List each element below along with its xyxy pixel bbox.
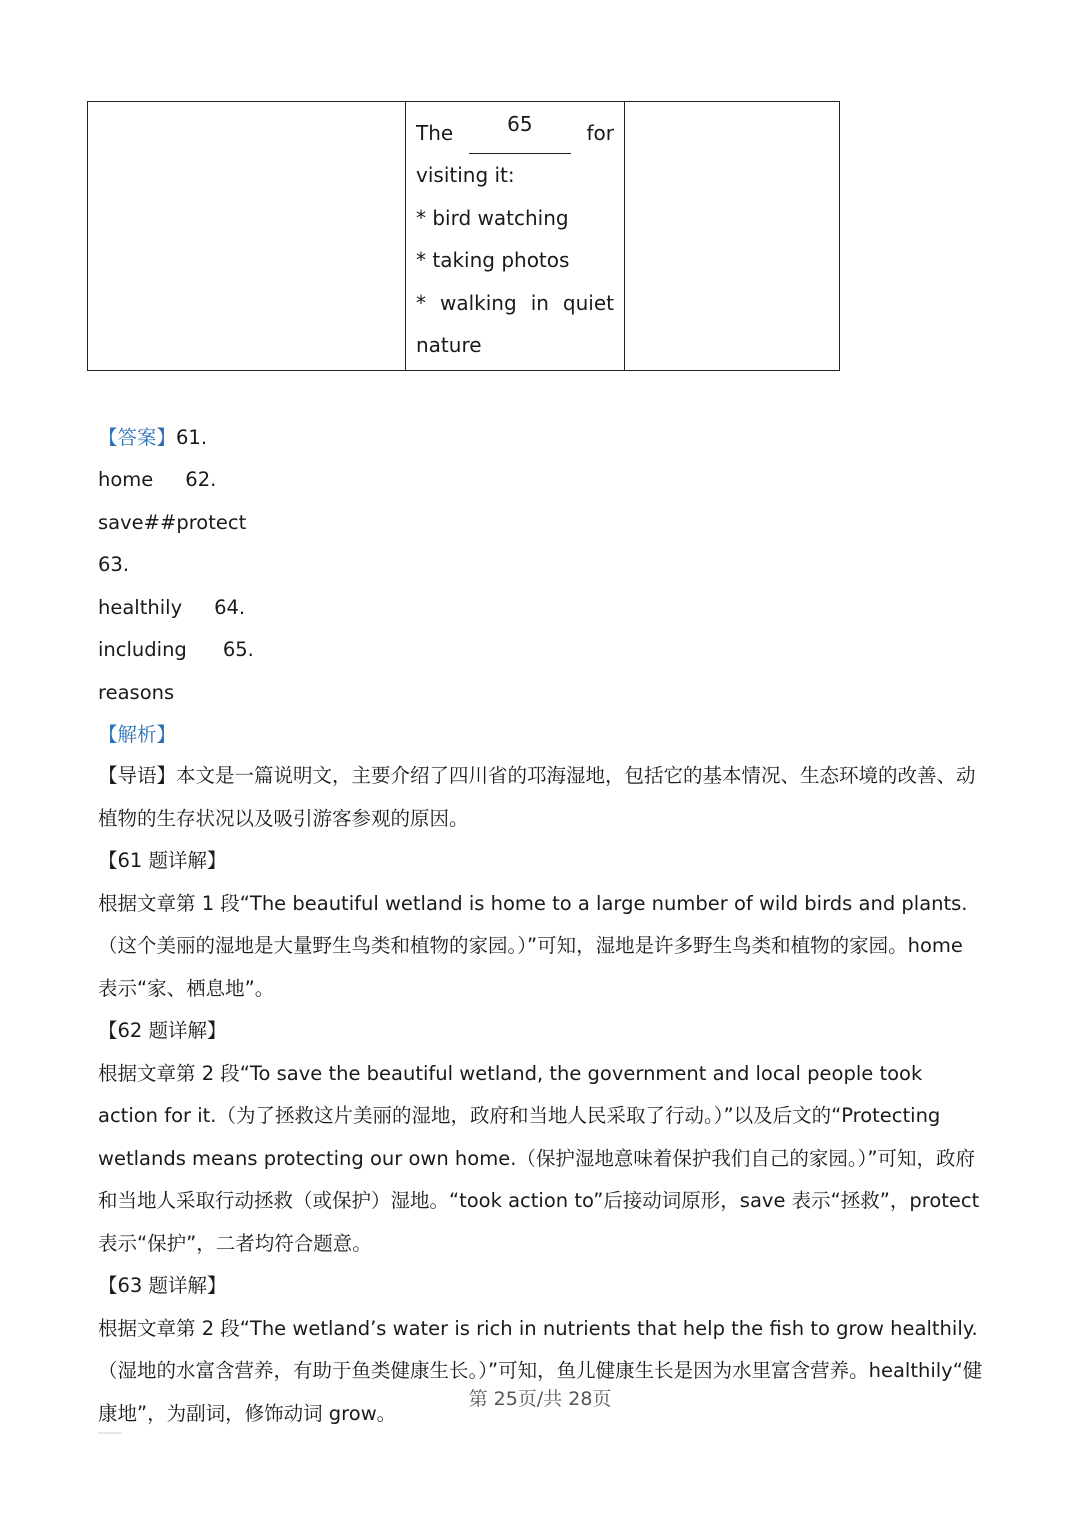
- list-item: * bird watching: [416, 205, 569, 230]
- table-cell-empty-right: [625, 102, 840, 371]
- list-item: * taking photos: [416, 248, 570, 273]
- table-cell-empty-left: [88, 102, 406, 371]
- q62-title: 【62 题详解】: [98, 1019, 227, 1042]
- guide-paragraph: 【导语】本文是一篇说明文，主要介绍了四川省的邛海湿地，包括它的基本情况、生态环境的改善、动植物的生存状况以及吸引游客参观的原因。: [98, 764, 976, 830]
- blank-65-line: The 65 for: [416, 112, 614, 154]
- info-table: [87, 101, 840, 371]
- q62-paragraph: 根据文章第 2 段“To save the beautiful wetland, the government and local people took action for it.（为了拯救这片美丽的湿地，政府和当地人民采取了行动。）”以及后文的“Protecting wetlands means protecting our own home.（保护湿地意味着保护我们自己的家园。）”可知，政府和当地人采取行动拯救（或保护）湿地。“took action to”后接动词原形，save 表示“拯救”，protect 表示“保护”，二者均符合题意。: [98, 1061, 980, 1255]
- answer-label: 【答案】: [98, 426, 177, 449]
- list-item: * walking in quiet: [416, 290, 614, 315]
- answer-line-4: 63.: [98, 553, 130, 576]
- analysis-label: 【解析】: [98, 723, 177, 746]
- answer-line-6: including 65.: [98, 638, 254, 661]
- q61-paragraph: 根据文章第 1 段“The beautiful wetland is home to a large number of wild birds and plants.（这个美丽的湿地是大量野生鸟类和植物的家园。）”可知，湿地是许多野生鸟类和植物的家园。home 表示“家、栖息地”。: [98, 891, 968, 1000]
- answer-line-1: 【答案】61.: [98, 426, 208, 449]
- answer-line-7: reasons: [98, 681, 175, 704]
- page-number: 第 25页/共 28页: [468, 1388, 612, 1410]
- q61-title: 【61 题详解】: [98, 849, 227, 872]
- blank-65: 65: [469, 112, 571, 154]
- visiting-line: visiting it:: [416, 163, 515, 188]
- answer-line-2: home 62.: [98, 468, 217, 491]
- analysis-body: [98, 755, 986, 1435]
- answer-line-5: healthily 64.: [98, 596, 246, 619]
- q63-title: 【63 题详解】: [98, 1274, 227, 1297]
- answer-line-3: save##protect: [98, 511, 247, 534]
- table-cell-reasons: [406, 102, 625, 371]
- table-row: [88, 102, 840, 371]
- q63-paragraph: 根据文章第 2 段“The wetland’s water is rich in nutrients that help the fish to grow healthily.（湿地的水富含营养，有助于鱼类健康生长。）”可知，鱼儿健康生长是因为水里富含营养。healthily“健康地”，为副词，修饰动词 grow。: [98, 1316, 983, 1425]
- list-item-continued: nature: [416, 333, 482, 358]
- corner-mark: [98, 1432, 122, 1434]
